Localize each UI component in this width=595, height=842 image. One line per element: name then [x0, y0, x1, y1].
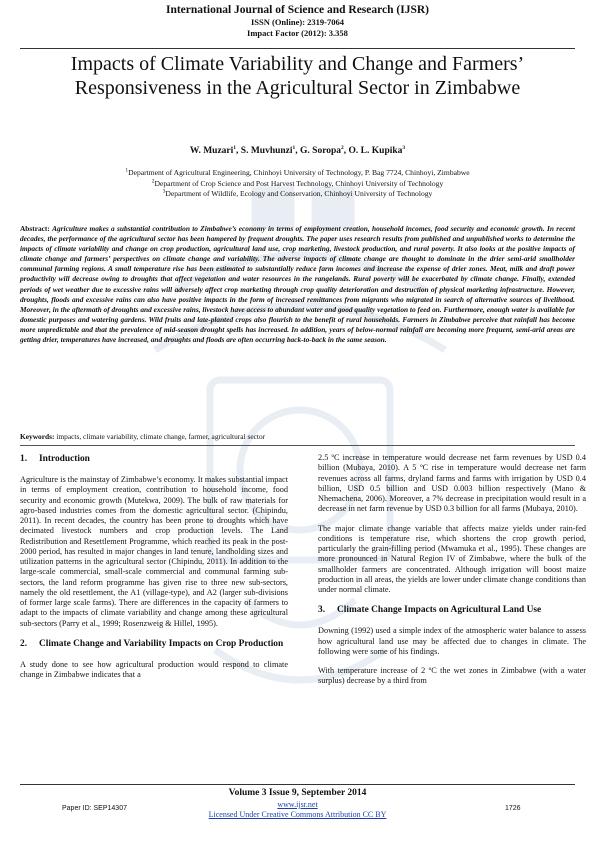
keywords-label: Keywords:	[20, 432, 55, 441]
affiliation: $^2$Department of Crop Science and Post Harvest Technology, Chinhoyi University of Technology	[151, 177, 444, 188]
right-column	[318, 453, 586, 696]
page-number: 1726	[505, 805, 521, 812]
journal-name: International Journal of Science and Research (IJSR)	[165, 4, 429, 16]
journal-header	[0, 4, 595, 39]
section-heading-crop-production: 2. Climate Change and Variability Impacts on Crop Production	[20, 638, 284, 649]
paragraph-maize-yields: The major climate change variable that affects maize yields under rain-fed conditions is temperature rise, which shortens the crop growth period, particularly the grain-filling period (Mwamuka et al., 1995). These changes are more pronounced in Natural Region IV of Zimbabwe, where the bulk of the smallholder farmers are concentrated. Although irrigation will boost maize production in all areas, the yields are lower under climate change conditions than under normal climate.	[318, 523, 586, 594]
affiliation: $^3$Department of Wildlife, Ecology and Conservation, Chinhoyi University of Technology	[162, 188, 433, 198]
abstract-label: Abstract:	[20, 224, 50, 233]
paper-title: Impacts of Climate Variability and Change and Farmers’ Responsiveness in the Agricultural Sector in Zimbabwe	[70, 53, 525, 99]
abstract-text: Agriculture makes a substantial contribution to Zimbabwe’s economy in terms of employment creation, household incomes, food security and economic growth. In recent decades, the performance of the agricultural sector has been hampered by frequent droughts. The paper uses research results from published and unpublished works to determine the impacts of climate variability and change on crop production, agricultural land use, crop marketing, livestock production, and rural poverty. It also looks at the positive impacts of climate change and farmers’ perspectives on climate change and variability. The adverse impacts of climate change are thought to dominate in the drier semi-arid smallholder communal farming regions. A small temperature rise has been estimated to substantially reduce farm incomes and increase the expense of drier zones. Meat, milk and draft power productivity will decrease owing to droughts that affect vegetation and water resources in the rangelands. Rural poverty will be exacerbated by climate change. Finally, extended periods of wet weather due to excessive rains will adversely affect crop marketing through crop quality deterioration and destruction of physical marketing infrastructure. However, droughts, floods and excessive rains can also have positive impacts in the form of increased remittances from migrants who migrated in search of alternative sources of livelihood. Moreover, in the aftermath of droughts and excessive rains, livestock have access to abundant water and good quality vegetation to feed on. Furthermore, enough water is available for domestic purposes and watering gardens. Wild fruits and late-planted crops also flourish to the benefit of rural households. Farmers in Zimbabwe perceive that rainfall has become more unpredictable and that the prevalence of mid-season drought spells has increased. In addition, years of below-normal rainfall are becoming more frequent, semi-arid areas are getting drier, temperatures have increased, and droughts and floods are often occurring back-to-back in the same season.	[20, 224, 575, 345]
author: S. Muvhunzi$^1$	[240, 144, 296, 156]
affiliation: $^1$Department of Agricultural Engineering, Chinhoyi University of Technology, P. Bag 7724, Chinhoyi, Zimbabwe	[125, 167, 470, 177]
keywords	[20, 432, 575, 441]
keywords-divider	[20, 445, 575, 446]
left-column	[20, 453, 288, 689]
paragraph-crop-production: A study done to see how agricultural production would respond to climate change in Zimbabwe indicates that a	[20, 659, 288, 679]
keywords-text: impacts, climate variability, climate change, farmer, agricultural sector	[56, 432, 266, 441]
paragraph-wet-zones: With temperature increase of 2 ºC the wet zones in Zimbabwe (with a water surplus) decrease by a third from	[318, 666, 586, 686]
paragraph-land-use: Downing (1992) used a simple index of the atmospheric water balance to assess how agricultural land use may be affected due to changes in climate. The following were some of his findings.	[318, 626, 586, 656]
author-list: W. Muzari$^1$, S. Muvhunzi$^1$, G. Soropa$^2$, O. L. Kupika$^3$	[189, 144, 406, 156]
author: O. L. Kupika$^3$	[348, 144, 406, 156]
footer-divider	[20, 784, 575, 785]
volume-info: Volume 3 Issue 9, September 2014	[228, 788, 367, 798]
paper-id: Paper ID: SEP14307	[62, 805, 127, 812]
abstract	[20, 224, 575, 345]
affiliation-list	[0, 168, 595, 200]
journal-impact-factor: Impact Factor (2012): 3.358	[247, 28, 348, 38]
journal-issn: ISSN (Online): 2319-7064	[250, 17, 345, 27]
journal-url-link[interactable]: www.ijsr.net	[277, 800, 318, 809]
license-link[interactable]: Licensed Under Creative Commons Attribution CC BY	[208, 810, 387, 819]
author: G. Soropa$^2$	[300, 144, 344, 156]
paragraph-introduction: Agriculture is the mainstay of Zimbabwe’s economy. It makes substantial impact in terms of employment creation, contribution to household income, food security and economic growth (Mutekwa, 2009). The bulk of raw materials for agro-based industries comes from the domestic agricultural sector. (Chipindu, 2011). In recent decades, the country has been prone to droughts which have decimated livestock numbers and crop production levels. The Land Redistribution and Resettlement Programme, which reached its peak in the post-2000 period, has resulted in major changes in land tenure, landholding sizes and utilization patterns in the agricultural sector (Chipindu, 2011). In addition to the large-scale commercial, small-scale commercial and communal farming sub-sectors, the land reform programme has given rise to three new sub-sectors, namely the old resettlement, the A1 (village-type), and A2 (larger sub-divisions of former large scale farms). There are differences in the capacity of farmers to adapt to the impacts of climate variability and change among these agricultural sub-sectors (Parry et al., 1999; Rosenzweig & Hillel, 1995).	[20, 475, 288, 628]
section-heading-introduction: 1. Introduction	[20, 454, 90, 464]
author: W. Muzari$^1$	[189, 144, 237, 156]
header-divider	[20, 48, 575, 49]
paragraph-revenue: 2.5 ºC increase in temperature would decrease net farm revenues by USD 0.4 billion (Mubaya, 2010). A 5 ºC rise in temperature would decrease net farm revenues across all farms, dryland farms and farms with irrigation by USD 0.4 billion, USD 0.5 billion and USD 0.003 billion respectively (Mano & Nhemachena, 2006). Moreover, a 7% decrease in precipitation would result in a decrease in net farm revenue by USD 0.3 billion for all farms (Mubaya, 2010).	[318, 453, 586, 514]
section-heading-land-use: 3. Climate Change Impacts on Agricultural Land Use	[318, 605, 542, 616]
